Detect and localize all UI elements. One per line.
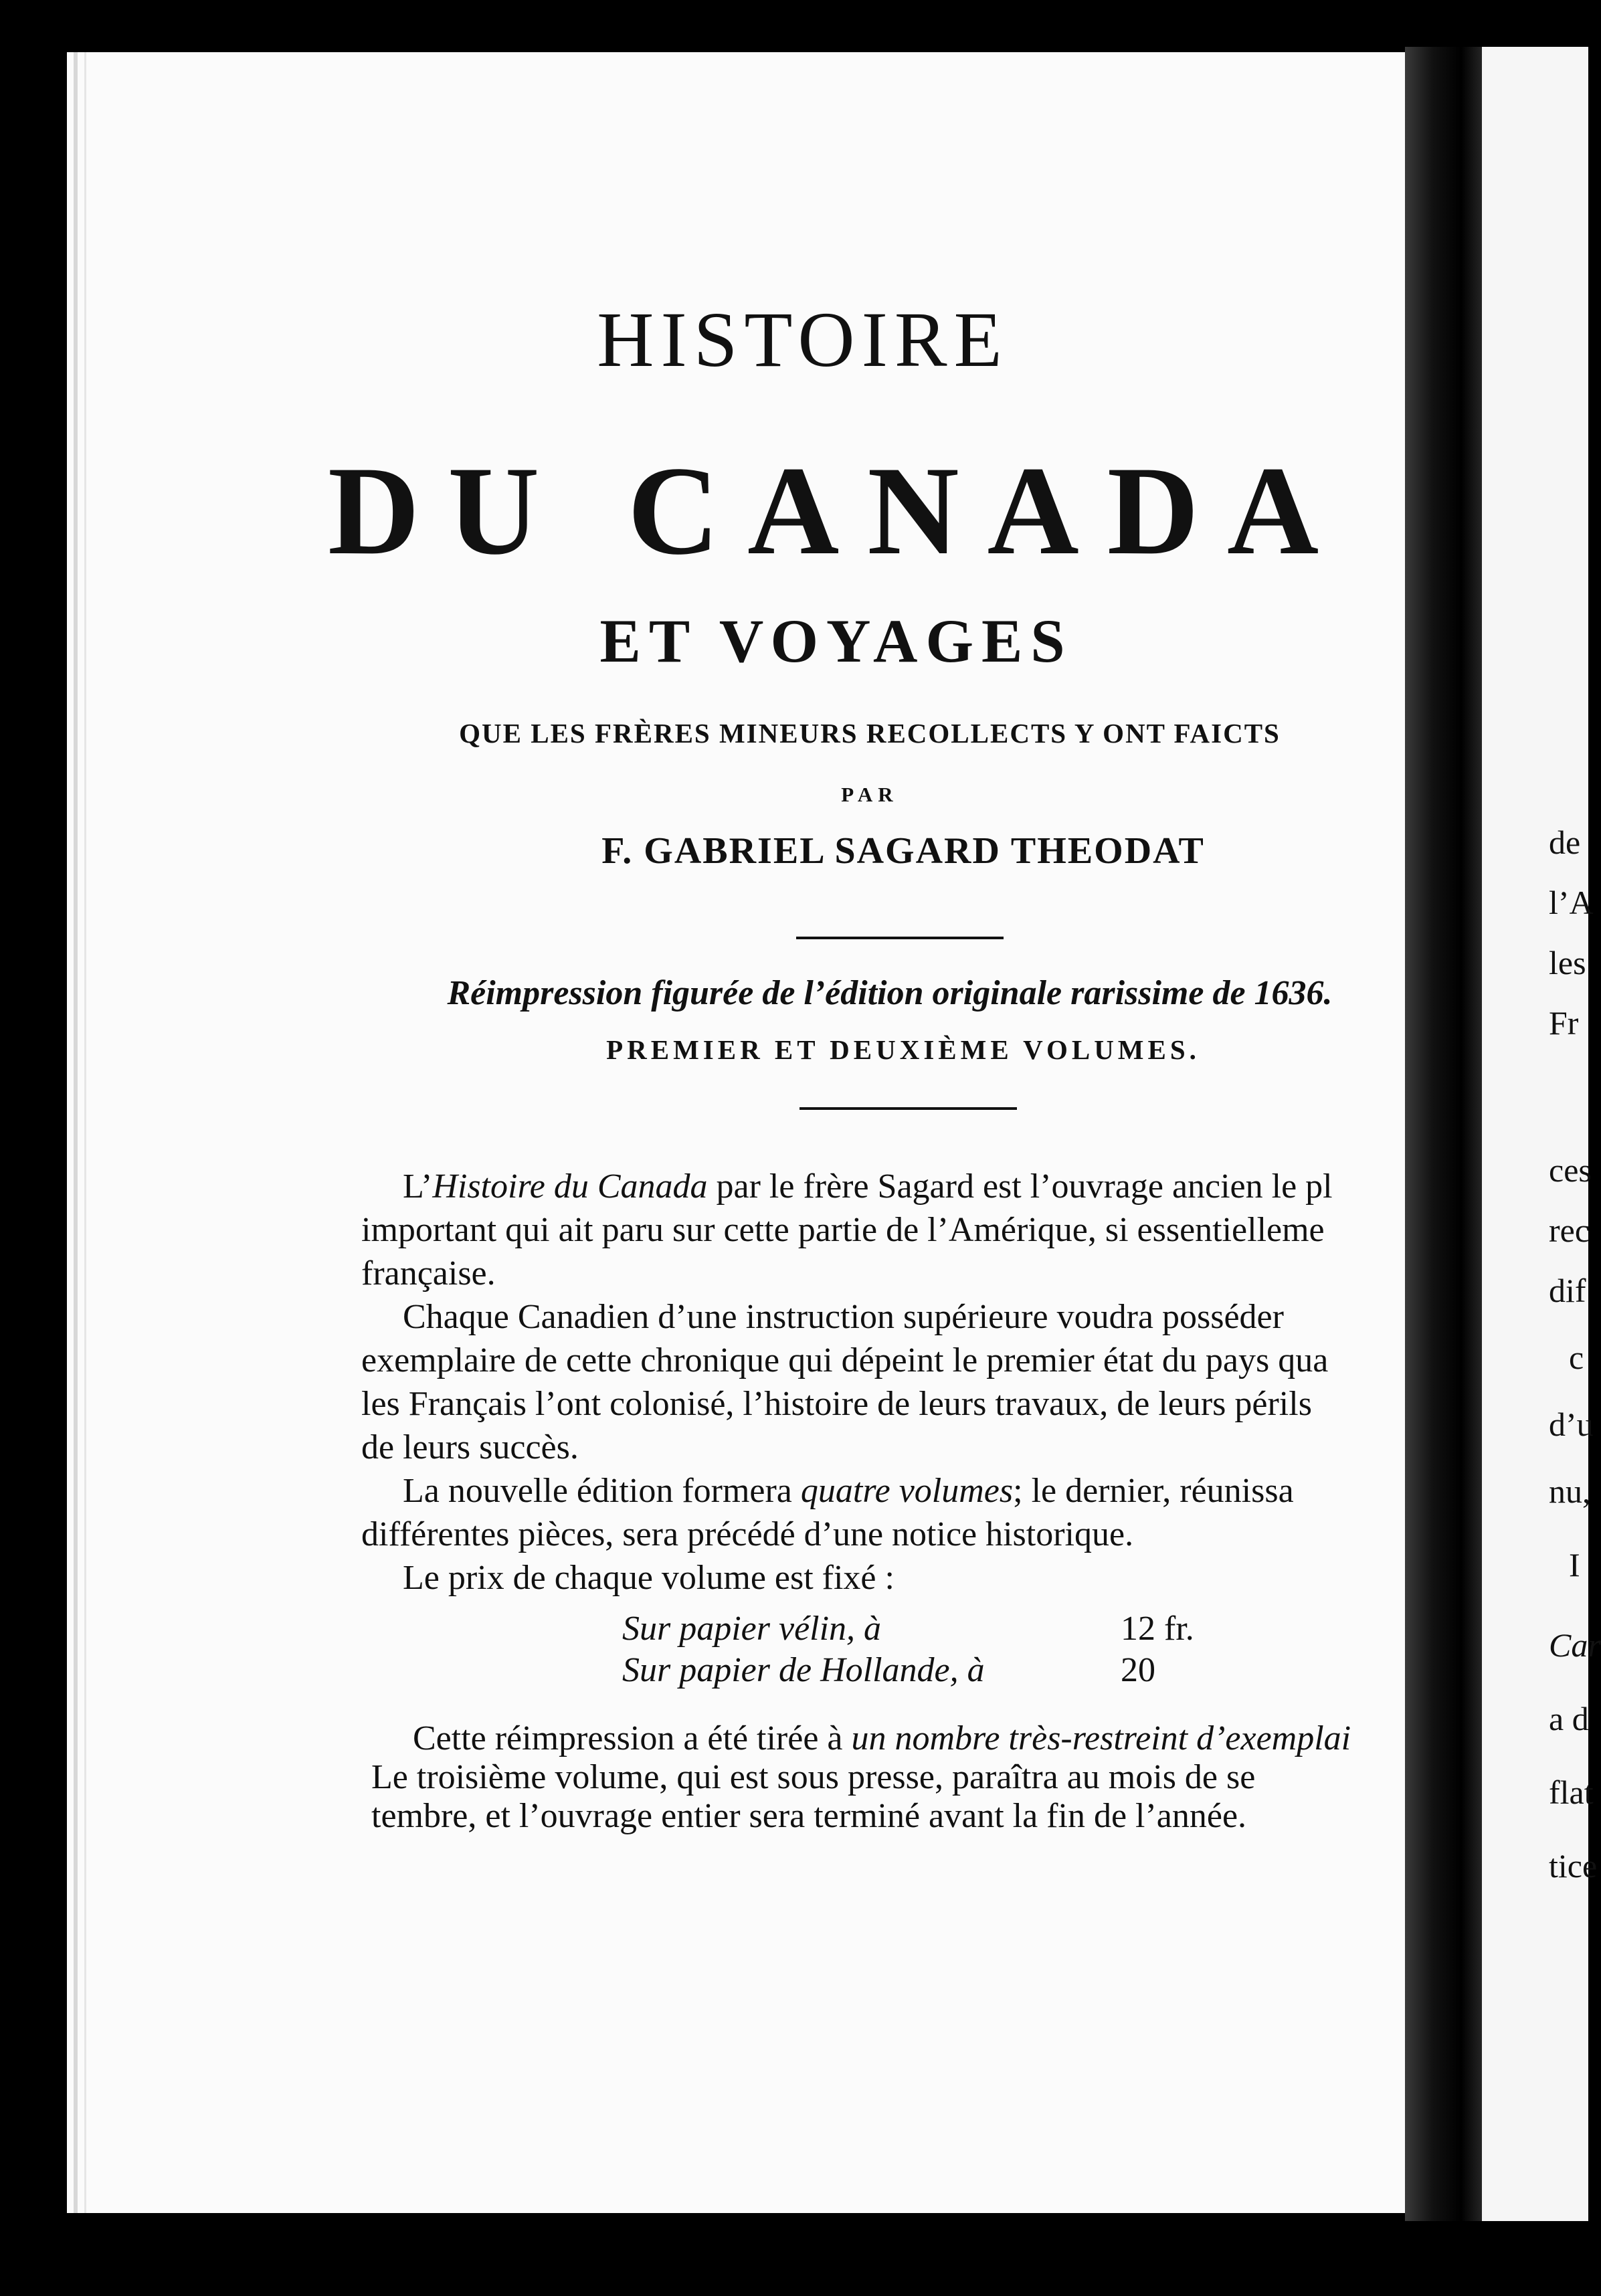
right-fragment: c <box>1569 1339 1584 1376</box>
book-title-italic: Histoire du Canada <box>432 1167 708 1206</box>
price-value: 12 fr. <box>1121 1610 1194 1648</box>
paragraph-line <box>371 1719 1415 1758</box>
right-fragment: l’A <box>1549 884 1594 921</box>
text-span: L’ <box>403 1167 433 1206</box>
paragraph-line: Le prix de chaque volume est fixé : <box>403 1559 894 1597</box>
volumes-note: PREMIER ET DEUXIÈME VOLUMES. <box>606 1034 1200 1065</box>
right-page <box>1482 47 1601 2221</box>
reimpression-note: Réimpression figurée de l’édition originale rarissime de 1636. <box>447 974 1333 1012</box>
author-name: F. GABRIEL SAGARD THEODAT <box>601 830 1205 872</box>
paragraph-line: tembre, et l’ouvrage entier sera terminé avant la fin de l’année. <box>371 1797 1247 1835</box>
title-et-voyages: ET VOYAGES <box>599 607 1073 675</box>
right-fragment: de <box>1549 824 1581 861</box>
paragraph-line: Le troisième volume, qui est sous presse, paraîtra au mois de se <box>371 1758 1256 1796</box>
body-text <box>361 1167 1405 1602</box>
right-fragment: I <box>1569 1546 1580 1584</box>
text-span: par le frère Sagard est l’ouvrage ancien le pl <box>707 1167 1333 1206</box>
text-span: ; le dernier, réunissa <box>1013 1472 1294 1510</box>
text-span: Cette réimpression a été tirée à <box>413 1719 852 1757</box>
divider-rule-top <box>796 937 1004 939</box>
price-label: Sur papier de Hollande, à <box>622 1651 985 1689</box>
price-label: Sur papier vélin, à <box>622 1610 882 1648</box>
paragraph-line: exemplaire de cette chronique qui dépeint le premier état du pays qua <box>361 1341 1329 1379</box>
right-fragment: Car <box>1549 1626 1601 1664</box>
book-gutter-shadow <box>1405 47 1485 2221</box>
paragraph-line <box>361 1167 1405 1206</box>
italic-span: un nombre très-restreint d’exemplai <box>851 1719 1351 1757</box>
text-span: La nouvelle édition formera <box>403 1472 801 1510</box>
title-du-canada: DU CANADA <box>328 441 1347 581</box>
right-fragment: les <box>1549 944 1586 981</box>
right-fragment: d’u <box>1549 1406 1594 1443</box>
paragraph-line: de leurs succès. <box>361 1428 579 1466</box>
closing-text <box>371 1719 1415 1836</box>
paragraph-line <box>361 1472 1405 1511</box>
right-fragment: ces <box>1549 1151 1592 1189</box>
paragraph-line: française. <box>361 1254 496 1293</box>
paragraph-line: important qui ait paru sur cette partie de l’Amérique, si essentielleme <box>361 1211 1325 1249</box>
right-fragment: tice <box>1549 1847 1598 1885</box>
paragraph-line: différentes pièces, sera précédé d’une notice historique. <box>361 1515 1134 1553</box>
italic-span: quatre volumes <box>800 1472 1014 1510</box>
title-histoire: HISTOIRE <box>597 296 1009 383</box>
page-edge-line-inner <box>84 52 86 2213</box>
right-fragment: rec <box>1549 1212 1590 1249</box>
divider-rule-bottom <box>799 1107 1017 1110</box>
paragraph-line: Chaque Canadien d’une instruction supérieure voudra posséder <box>403 1298 1284 1336</box>
right-fragment: flat <box>1549 1774 1594 1811</box>
subtitle-freres: QUE LES FRÈRES MINEURS RECOLLECTS Y ONT FAICTS <box>459 718 1281 749</box>
price-value: 20 <box>1121 1651 1155 1689</box>
paragraph-line: les Français l’ont colonisé, l’histoire de leurs travaux, de leurs périls <box>361 1385 1312 1423</box>
right-fragment: a d <box>1549 1700 1589 1737</box>
right-fragment: nu, <box>1549 1472 1591 1510</box>
page-edge-line <box>74 52 78 2213</box>
by-label: PAR <box>841 783 899 806</box>
right-fragment: dif <box>1549 1272 1586 1309</box>
right-fragment: Fr <box>1549 1004 1579 1042</box>
